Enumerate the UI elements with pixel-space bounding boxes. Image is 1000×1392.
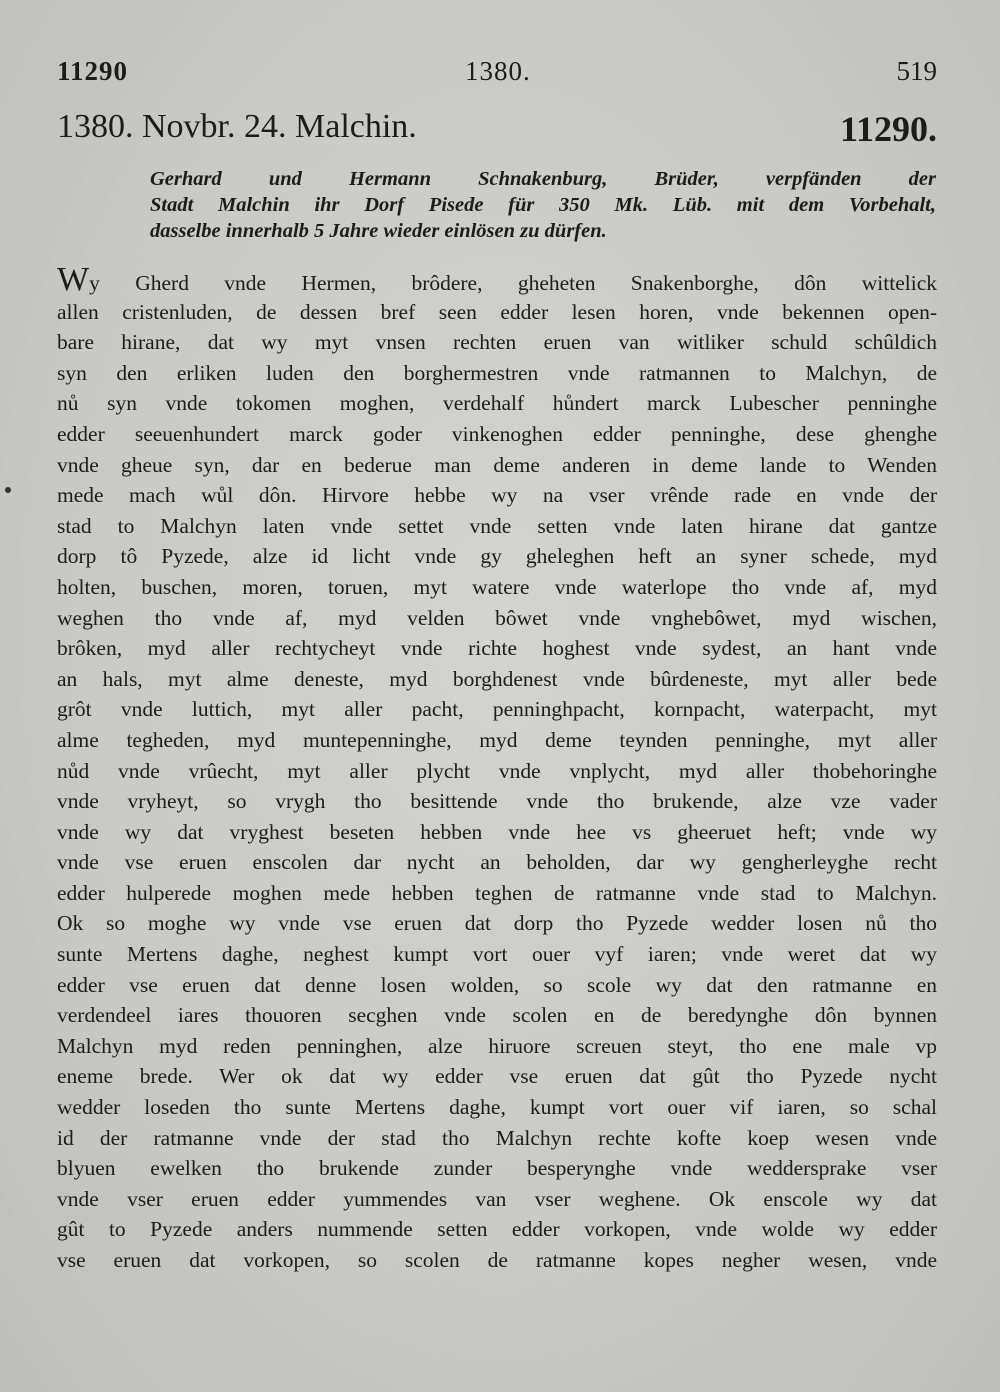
text-line: wedder loseden tho sunte Mertens daghe, kumpt vort ouer vif iaren, so schal — [57, 1095, 937, 1120]
text-line: alme tegheden, myd muntepenninghe, myd deme teynden penninghe, myt aller — [57, 727, 937, 752]
running-head — [57, 56, 937, 96]
text-line: Malchyn myd reden penninghen, alze hiruore screuen steyt, tho ene male vp — [57, 1033, 937, 1058]
text-line: verdendeel iares thouoren secghen vnde scolen en de beredynghe dôn bynnen — [57, 1003, 937, 1028]
charter-text — [57, 261, 937, 1276]
text-line: stad to Malchyn laten vnde settet vnde setten vnde laten hirane dat gantze — [57, 513, 937, 538]
text-line: vnde vser eruen edder yummendes van vser weghene. Ok enscole wy dat — [57, 1186, 937, 1211]
text-line: dorp tô Pyzede, alze id licht vnde gy gheleghen heft an syner schede, myd — [57, 544, 937, 569]
text-line: brôken, myd aller rechtycheyt vnde richte hoghest vnde sydest, an hant vnde — [57, 636, 937, 661]
text-line: gût to Pyzede anders nummende setten edder vorkopen, vnde wolde wy edder — [57, 1217, 937, 1242]
text-line: edder hulperede moghen mede hebben teghen de ratmanne vnde stad to Malchyn. — [57, 880, 937, 905]
running-head-number: 11290 — [57, 56, 129, 86]
text-line: vnde vse eruen enscolen dar nycht an beholden, dar wy gengherleyghe recht — [57, 850, 937, 875]
regest-line: Gerhard und Hermann Schnakenburg, Brüder, verpfänden der — [150, 168, 936, 190]
document-number: 11290. — [839, 109, 937, 149]
text-line: allen cristenluden, de dessen bref seen edder lesen horen, vnde bekennen open- — [57, 299, 937, 324]
text-line: weghen tho vnde af, myd velden bôwet vnde vnghebôwet, myd wischen, — [57, 605, 937, 630]
text-line: vnde wy dat vryghest beseten hebben vnde hee vs gheeruet heft; vnde wy — [57, 819, 937, 844]
regest-summary — [150, 166, 936, 244]
text-line: an hals, myt alme deneste, myd borghdenest vnde bûrdeneste, myt aller bede — [57, 666, 937, 691]
text-line: edder vse eruen dat denne losen wolden, so scole wy dat den ratmanne en — [57, 972, 937, 997]
text-line: nů syn vnde tokomen moghen, verdehalf hůndert marck Lubescher penninghe — [57, 391, 937, 416]
text-line: vnde gheue syn, dar en bederue man deme anderen in deme lande to Wenden — [57, 452, 937, 477]
text-line: vnde vryheyt, so vrygh tho besittende vnde tho brukende, alze vze vader — [57, 789, 937, 814]
text-line: syn den erliken luden den borghermestren vnde ratmannen to Malchyn, de — [57, 360, 937, 385]
text-line: mede mach wůl dôn. Hirvore hebbe wy na vser vrênde rade en vnde der — [57, 483, 937, 508]
text-line: id der ratmanne vnde der stad tho Malchyn rechte kofte koep wesen vnde — [57, 1125, 937, 1150]
page-number: 519 — [896, 56, 937, 86]
regest-line: dasselbe innerhalb 5 Jahre wieder einlösen zu dürfen. — [150, 220, 607, 242]
text-line: blyuen ewelken tho brukende zunder besperynghe vnde weddersprake vser — [57, 1156, 937, 1181]
document-heading — [57, 108, 937, 160]
text-line: Ok so moghe wy vnde vse eruen dat dorp tho Pyzede wedder losen nů tho — [57, 911, 937, 936]
initial-letter: W — [57, 261, 90, 298]
text-line: holten, buschen, moren, toruen, myt watere vnde waterlope tho vnde af, myd — [57, 574, 937, 599]
text-line: edder seeuenhundert marck goder vinkenoghen edder penninghe, dese ghenghe — [57, 421, 937, 446]
first-line-text: y Gherd vnde Hermen, brôdere, gheheten Snakenborghe, dôn wittelick — [89, 271, 937, 295]
margin-mark — [5, 487, 11, 493]
text-line: vse eruen dat vorkopen, so scolen de ratmanne kopes negher wesen, vnde — [57, 1248, 937, 1272]
text-line: nůd vnde vrûecht, myt aller plycht vnde vnplycht, myd aller thobehoringhe — [57, 758, 937, 783]
text-line: grôt vnde luttich, myt aller pacht, penninghpacht, kornpacht, waterpacht, myt — [57, 697, 937, 722]
text-line — [57, 261, 937, 298]
regest-line: Stadt Malchin ihr Dorf Pisede für 350 Mk. Lüb. mit dem Vorbehalt, — [150, 194, 936, 216]
text-line: sunte Mertens daghe, neghest kumpt vort ouer vyf iaren; vnde weret dat wy — [57, 942, 937, 967]
text-line: eneme brede. Wer ok dat wy edder vse eruen dat gût tho Pyzede nycht — [57, 1064, 937, 1089]
document-date-place: 1380. Novbr. 24. Malchin. — [57, 108, 417, 145]
text-line: bare hirane, dat wy myt vnsen rechten eruen van witliker schuld schûldich — [57, 330, 937, 355]
running-head-year: 1380. — [465, 56, 531, 86]
